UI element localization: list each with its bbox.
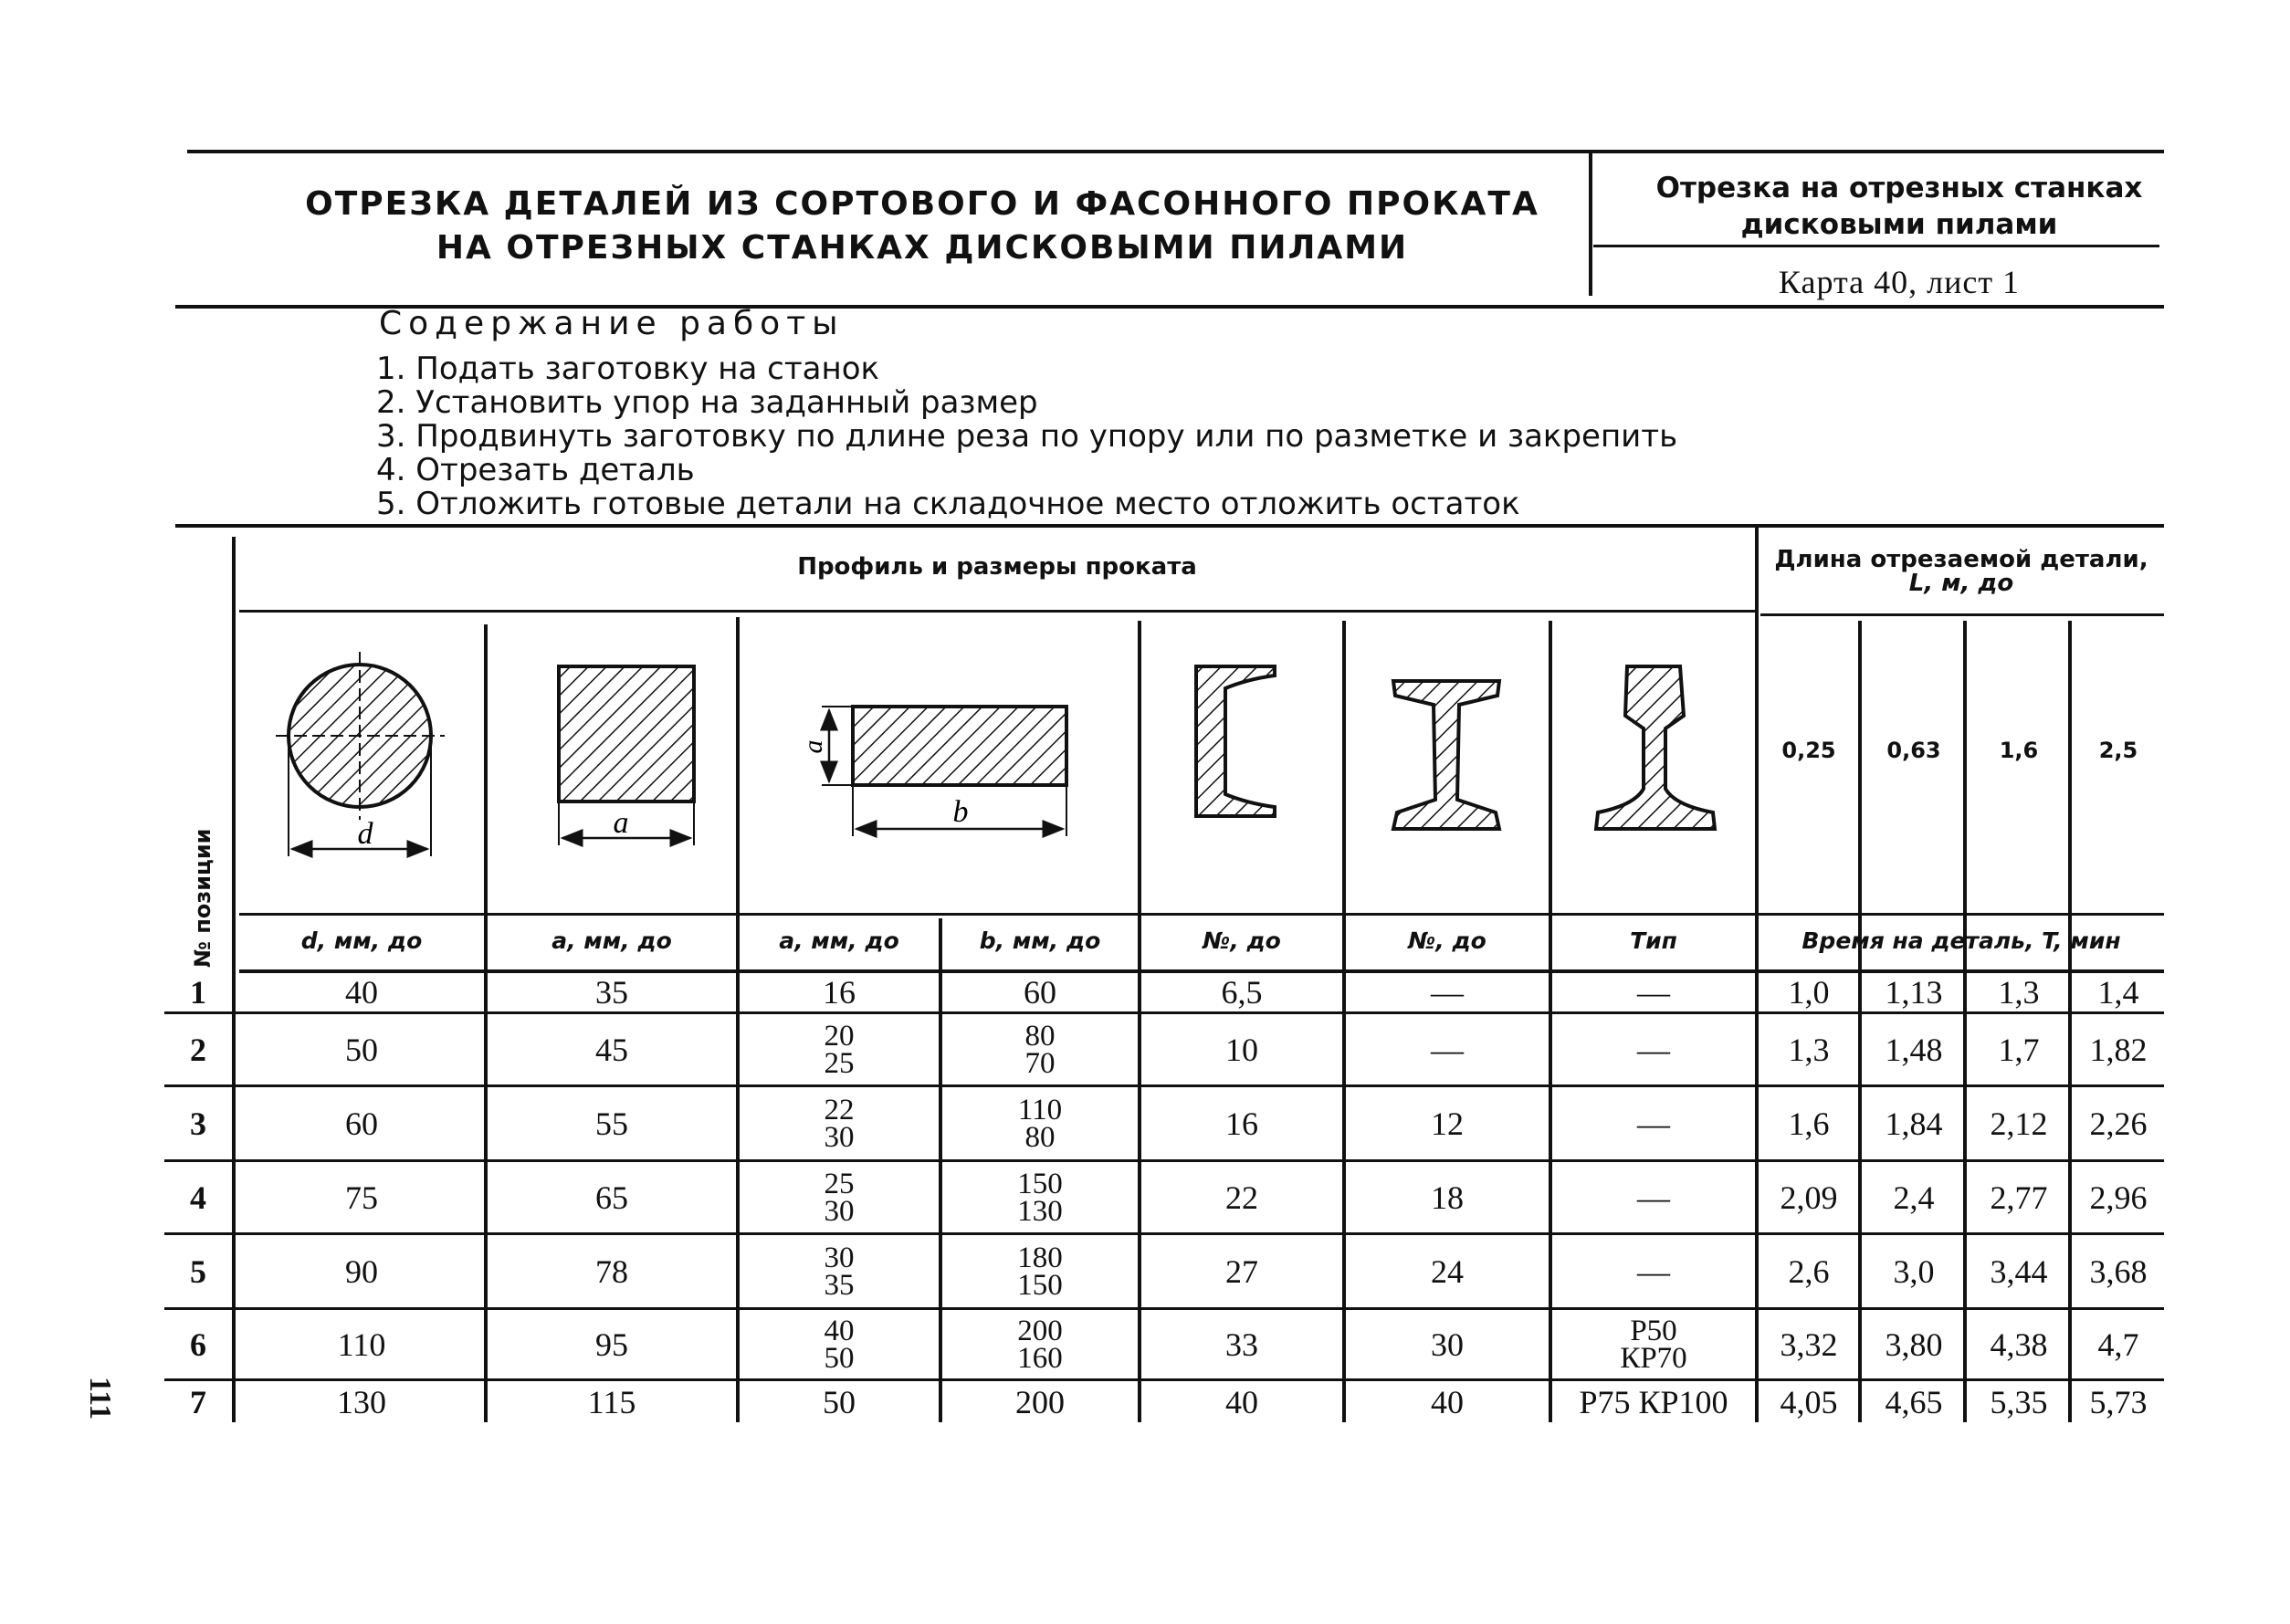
table-cell-a: 50 <box>824 1342 855 1375</box>
table-cell-ib: 40 <box>1431 1384 1464 1420</box>
table-cell-t: 4,7 <box>2097 1326 2139 1363</box>
column-header-ibeam-no: №, до <box>1408 927 1486 954</box>
main-title <box>274 183 1570 270</box>
column-header-a: a, мм, до <box>551 927 672 954</box>
table-cell-t: 4,38 <box>1990 1326 2048 1363</box>
table-cell-a: 78 <box>595 1253 628 1290</box>
table-cell-type: — <box>1637 1253 1670 1290</box>
table-cell-pos: 4 <box>190 1179 206 1216</box>
card-reference: Карта 40, лист 1 <box>1778 264 2021 300</box>
work-content-title: Содержание работы <box>379 305 845 342</box>
rail-profile-icon <box>1596 666 1715 829</box>
table-cell-t: 2,4 <box>1893 1179 1935 1216</box>
table-cell-ch: 33 <box>1225 1326 1258 1363</box>
table-cell-d: 60 <box>345 1105 378 1142</box>
main-title-line2: НА ОТРЕЗНЫХ СТАНКАХ ДИСКОВЫМИ ПИЛАМИ <box>436 229 1409 267</box>
table-cell-ch: 22 <box>1225 1179 1258 1216</box>
table-cell-b: 80 <box>1024 1020 1056 1053</box>
profile-header: Профиль и размеры проката <box>797 553 1197 581</box>
table-cell-t: 3,80 <box>1885 1326 1943 1363</box>
table-cell-a: 22 <box>824 1094 855 1126</box>
flat-bar-profile-icon <box>822 707 1066 836</box>
table-cell-b: 200 <box>1017 1315 1063 1347</box>
dimension-label-b: b <box>952 795 969 829</box>
table-cell-a: 55 <box>595 1105 628 1142</box>
side-title-line2: дисковыми пилами <box>1740 208 2058 241</box>
table-cell-pos: 2 <box>190 1032 206 1068</box>
table-cell-ch: 10 <box>1225 1032 1258 1068</box>
table-cell-type: КР70 <box>1620 1342 1687 1375</box>
table-cell-type: — <box>1637 974 1670 1011</box>
table-cell-a: 95 <box>595 1326 628 1363</box>
table-cell-d: 110 <box>337 1326 386 1363</box>
table-cell-d: 50 <box>345 1032 378 1068</box>
side-title <box>1607 170 2191 243</box>
table-cell-t: 1,82 <box>2089 1032 2148 1068</box>
length-value: 2,5 <box>2098 738 2138 763</box>
table-cell-a: 40 <box>824 1315 855 1347</box>
table-cell-t: 2,6 <box>1788 1253 1830 1290</box>
table-cell-b: 150 <box>1017 1168 1063 1200</box>
work-step: 2. Установить упор на заданный размер <box>376 384 1038 421</box>
table-cell-pos: 1 <box>190 974 206 1011</box>
table-cell-b: 160 <box>1017 1342 1063 1375</box>
main-title-line1: ОТРЕЗКА ДЕТАЛЕЙ ИЗ СОРТОВОГО И ФАСОННОГО ПРОКАТА <box>305 185 1539 223</box>
table-cell-t: 2,77 <box>1990 1179 2048 1216</box>
table-cell-ib: 12 <box>1431 1105 1464 1142</box>
length-value: 0,63 <box>1886 738 1941 763</box>
length-header <box>1759 548 2164 595</box>
table-cell-ib: — <box>1431 974 1464 1011</box>
table-cell-t: 1,13 <box>1885 974 1943 1011</box>
table-cell-t: 1,84 <box>1885 1105 1943 1142</box>
table-cell-t: 4,65 <box>1885 1384 1943 1420</box>
table-cell-type: — <box>1637 1032 1670 1068</box>
table-cell-t: 5,73 <box>2089 1384 2148 1420</box>
dimension-label-a-flat: a <box>798 739 828 754</box>
table-cell-t: 3,68 <box>2089 1253 2148 1290</box>
channel-profile-icon <box>1196 666 1275 816</box>
table-cell-a: 65 <box>595 1179 628 1216</box>
table-cell-a: 50 <box>823 1384 856 1420</box>
table-cell-a: 35 <box>595 974 628 1011</box>
table-cell-type: Р50 <box>1630 1315 1677 1347</box>
column-header-b: b, мм, до <box>979 927 1101 954</box>
table-cell-t: 1,4 <box>2097 974 2139 1011</box>
dimension-label-d: d <box>357 817 373 851</box>
table-cell-t: 1,3 <box>1998 974 2040 1011</box>
table-cell-ib: 30 <box>1431 1326 1464 1363</box>
work-step: 3. Продвинуть заготовку по длине реза по упору или по разметке и закрепить <box>376 418 1678 455</box>
table-cell-d: 90 <box>345 1253 378 1290</box>
table-cell-a: 20 <box>824 1020 855 1053</box>
table-cell-d: 75 <box>345 1179 378 1216</box>
table-cell-t: 1,48 <box>1885 1032 1943 1068</box>
column-header-a-flat: a, мм, до <box>779 927 899 954</box>
table-cell-t: 1,0 <box>1788 974 1830 1011</box>
column-header-d: d, мм, до <box>300 927 423 954</box>
table-cell-ch: 27 <box>1225 1253 1258 1290</box>
side-title-line1: Отрезка на отрезных станках <box>1655 172 2143 204</box>
table-cell-pos: 7 <box>190 1384 206 1420</box>
table-cell-a: 25 <box>824 1047 855 1080</box>
table-cell-a: 30 <box>824 1195 855 1228</box>
time-header: Время на деталь, T, мин <box>1802 927 2121 954</box>
table-cell-t: 2,26 <box>2089 1105 2148 1142</box>
table-cell-b: 150 <box>1017 1269 1063 1302</box>
table-cell-a: 30 <box>824 1121 855 1154</box>
page-number: 111 <box>83 1377 117 1420</box>
work-step: 5. Отложить готовые детали на складочное место отложить остаток <box>376 486 1520 522</box>
table-cell-t: 3,32 <box>1780 1326 1838 1363</box>
table-cell-t: 3,0 <box>1893 1253 1935 1290</box>
position-column-label: № позиции <box>190 828 215 968</box>
work-step: 4. Отрезать деталь <box>376 452 695 488</box>
dimension-label-a: a <box>613 806 629 840</box>
table-cell-b: 200 <box>1015 1384 1065 1420</box>
table-cell-pos: 6 <box>190 1326 206 1363</box>
table-cell-ib: 18 <box>1431 1179 1464 1216</box>
column-header-channel-no: №, до <box>1203 927 1281 954</box>
table-cell-d: 40 <box>345 974 378 1011</box>
table-cell-ib: — <box>1431 1032 1464 1068</box>
table-cell-a: 35 <box>824 1269 855 1302</box>
table-cell-pos: 5 <box>190 1253 206 1290</box>
table-cell-type: Р75 КР100 <box>1579 1384 1728 1420</box>
table-cell-a: 115 <box>587 1384 636 1420</box>
table-cell-t: 5,35 <box>1990 1384 2048 1420</box>
table-cell-t: 2,96 <box>2089 1179 2148 1216</box>
table-cell-b: 180 <box>1017 1242 1063 1274</box>
work-steps-list <box>376 352 1677 521</box>
table-cell-t: 1,3 <box>1788 1032 1830 1068</box>
table-cell-t: 2,12 <box>1990 1105 2048 1142</box>
table-cell-ib: 24 <box>1431 1253 1464 1290</box>
table-cell-ch: 6,5 <box>1221 974 1263 1011</box>
table-cell-b: 130 <box>1017 1195 1063 1228</box>
table-cell-b: 60 <box>1024 974 1056 1011</box>
profile-drawings <box>239 617 1755 909</box>
column-header-rail-type: Тип <box>1630 927 1677 954</box>
table-cell-type: — <box>1637 1179 1670 1216</box>
length-value: 0,25 <box>1781 738 1836 763</box>
table-cell-b: 110 <box>1017 1094 1063 1126</box>
length-value: 1,6 <box>1999 738 2039 763</box>
work-step: 1. Подать заготовку на станок <box>376 351 880 387</box>
table-cell-b: 80 <box>1024 1121 1056 1154</box>
table-cell-a: 30 <box>824 1242 855 1274</box>
table-cell-a: 16 <box>823 974 856 1011</box>
table-cell-pos: 3 <box>190 1105 206 1142</box>
table-cell-ch: 16 <box>1225 1105 1258 1142</box>
table-cell-t: 1,7 <box>1998 1032 2040 1068</box>
table-cell-ch: 40 <box>1225 1384 1258 1420</box>
table-cell-a: 25 <box>824 1168 855 1200</box>
length-header-line2: L, м, до <box>1908 570 2014 597</box>
table-cell-d: 130 <box>337 1384 386 1420</box>
length-header-line1: Длина отрезаемой детали, <box>1774 546 2148 573</box>
table-cell-t: 1,6 <box>1788 1105 1830 1142</box>
table-cell-t: 4,05 <box>1780 1384 1838 1420</box>
table-cell-a: 45 <box>595 1032 628 1068</box>
i-beam-profile-icon <box>1393 681 1499 829</box>
table-cell-b: 70 <box>1024 1047 1056 1080</box>
table-cell-t: 2,09 <box>1780 1179 1838 1216</box>
table-cell-t: 3,44 <box>1990 1253 2048 1290</box>
table-cell-type: — <box>1637 1105 1670 1142</box>
